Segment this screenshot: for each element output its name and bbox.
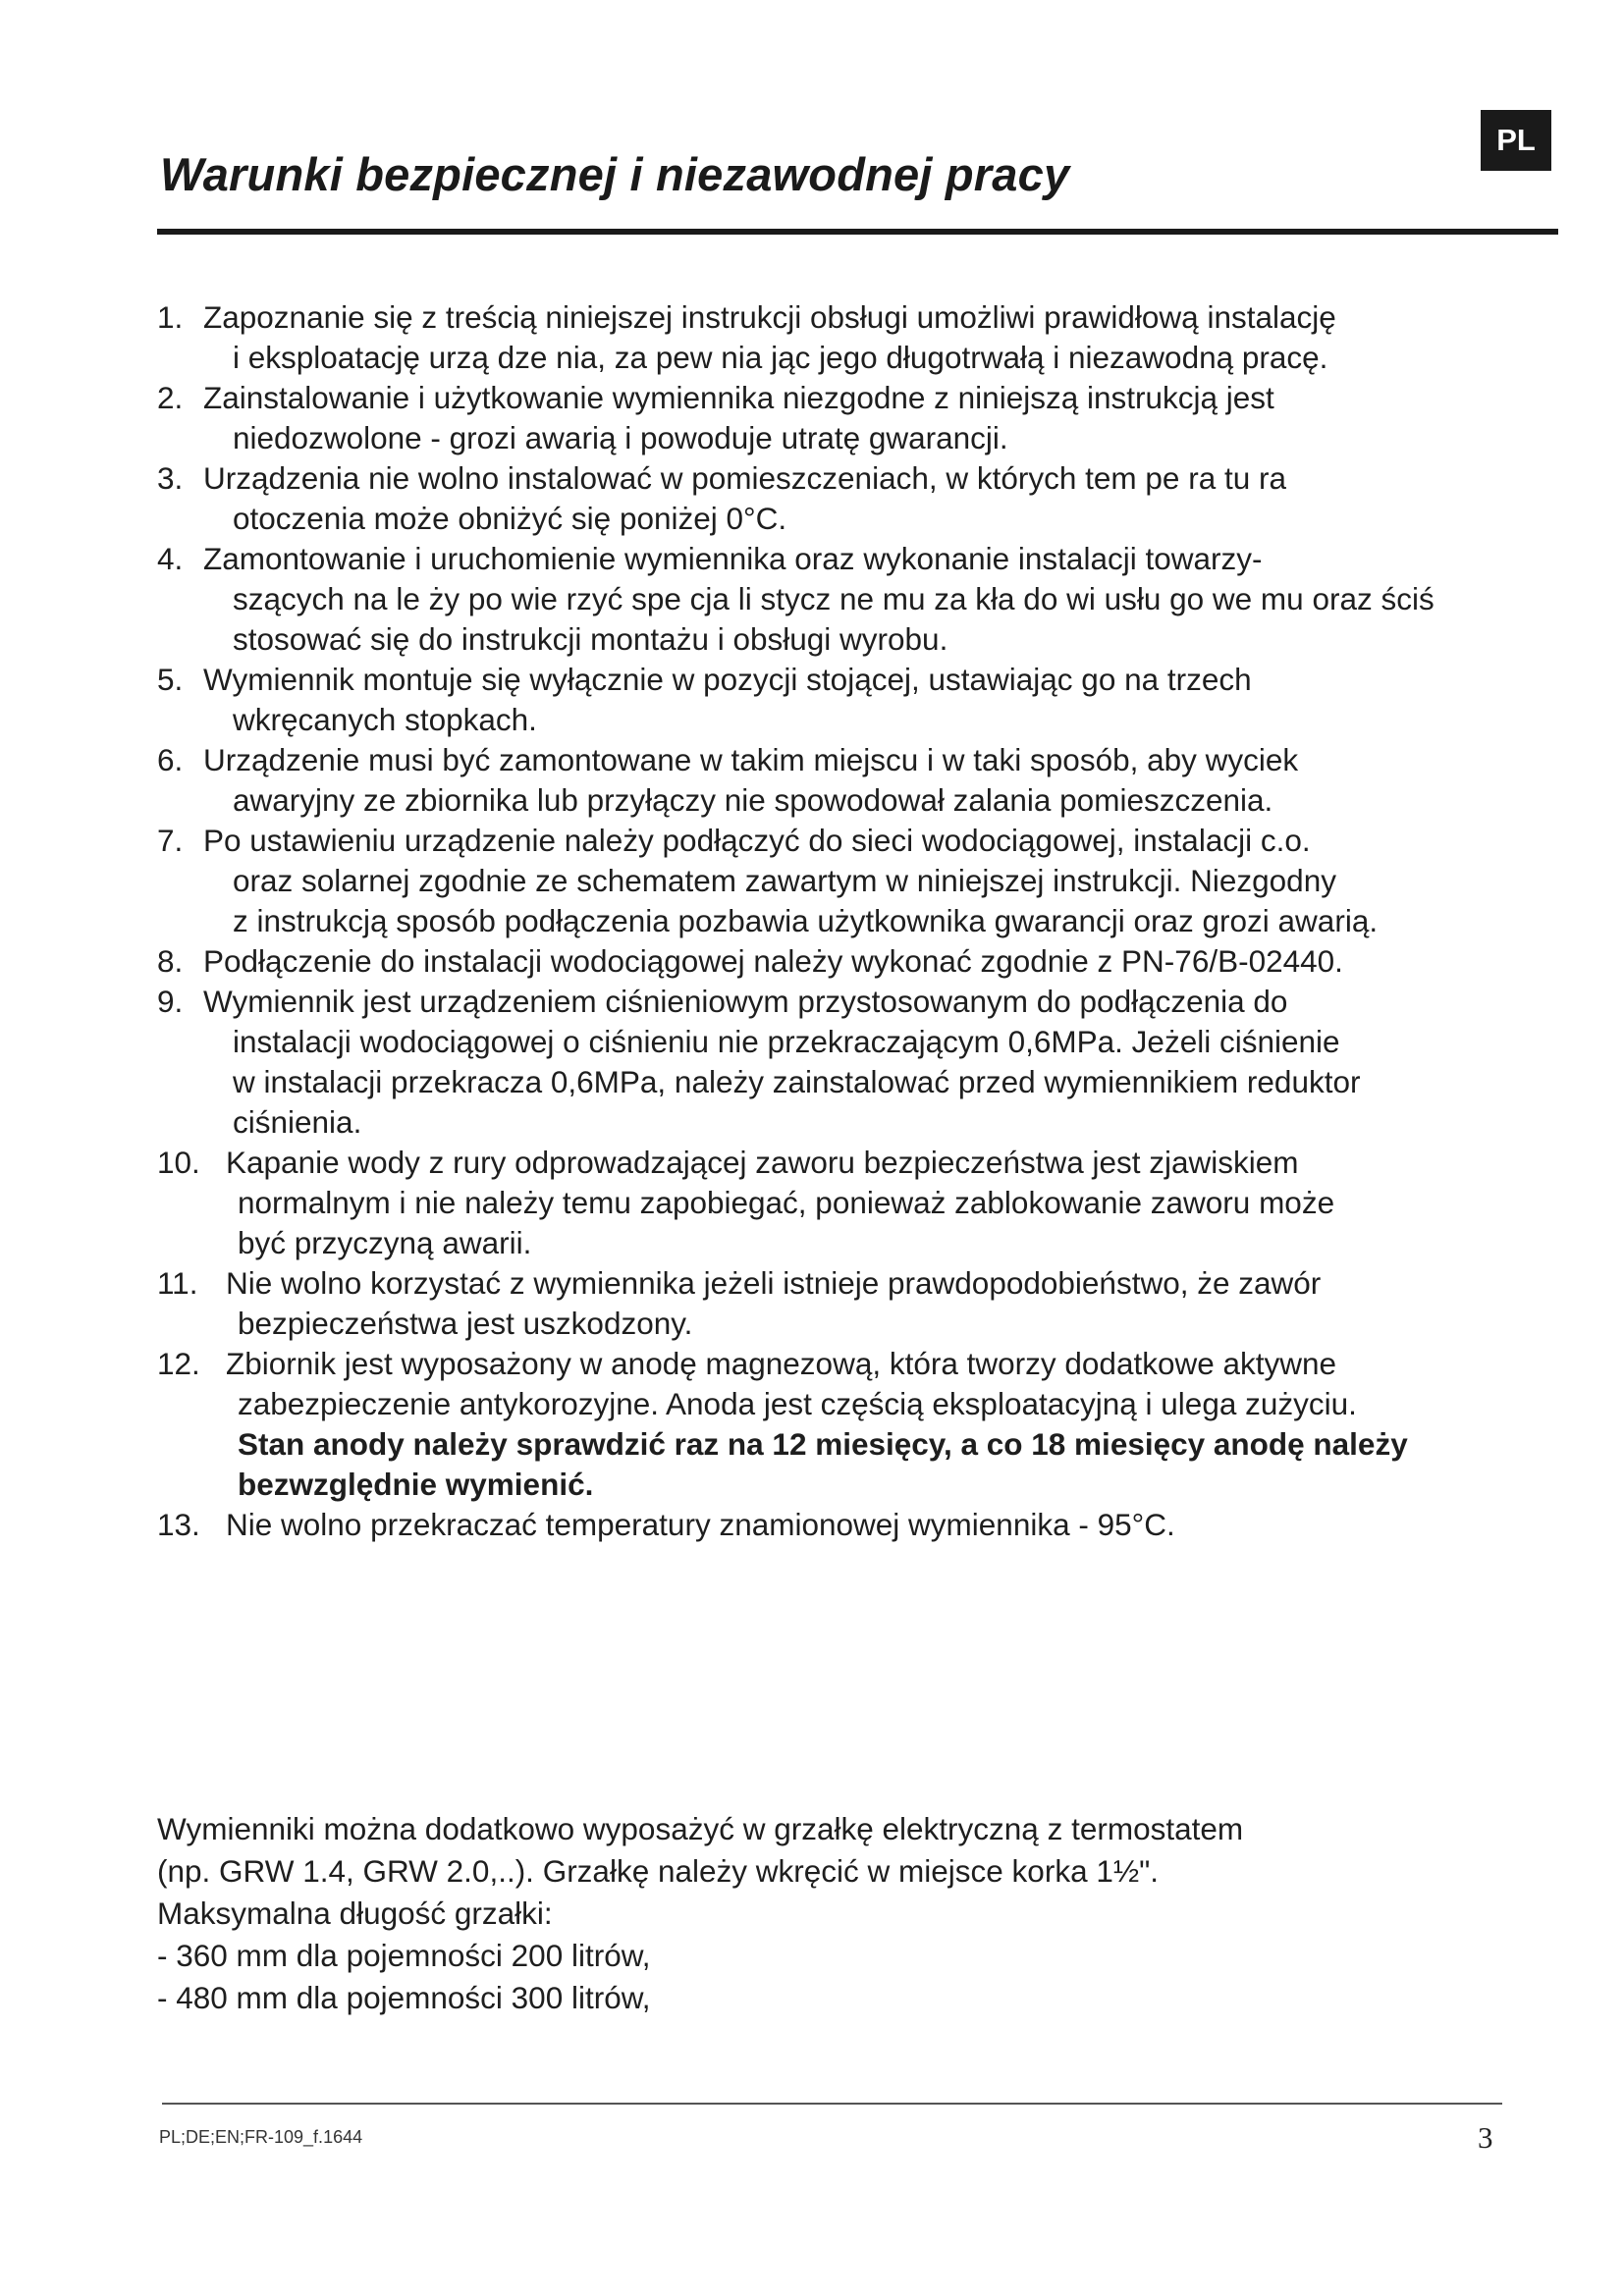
rule-number: 3. (157, 460, 184, 496)
rule-item (157, 821, 1600, 941)
rule-text-line: Urządzenie musi być zamontowane w takim miejscu i w taki sposób, aby wyciek (203, 742, 1299, 777)
rule-text-line: Podłączenie do instalacji wodociągowej należy wykonać zgodnie z PN-76/B-02440. (203, 943, 1343, 979)
rule-text-line: Zainstalowanie i użytkowanie wymiennika niezgodne z niniejszą instrukcją jest (203, 380, 1274, 415)
rule-number: 13. (157, 1507, 200, 1542)
rule-text-line: z instrukcją sposób podłączenia pozbawia użytkownika gwarancji oraz grozi awarią. (233, 903, 1379, 938)
rule-item (157, 378, 1600, 458)
rule-text-line: szących na le ży po wie rzyć spe cja li stycz ne mu za kła do wi usłu go we mu oraz ściś (233, 581, 1435, 616)
rule-text-line: niedozwolone - grozi awarią i powoduje utratę gwarancji. (233, 420, 1008, 455)
rule-item (157, 982, 1600, 1143)
rule-number: 5. (157, 662, 184, 697)
rule-text-line: Wymiennik montuje się wyłącznie w pozycji stojącej, ustawiając go na trzech (203, 662, 1252, 697)
rule-text-line: Zbiornik jest wyposażony w anodę magnezową, która tworzy dodatkowe aktywne (226, 1346, 1337, 1381)
rule-item (157, 660, 1600, 740)
heater-info-line: Wymienniki można dodatkowo wyposażyć w grzałkę elektryczną z termostatem (157, 1811, 1244, 1846)
rule-text-line: Nie wolno korzystać z wymiennika jeżeli istnieje prawdopodobieństwo, że zawór (226, 1265, 1322, 1301)
rule-emphasis-line: Stan anody należy sprawdzić raz na 12 miesięcy, a co 18 miesięcy anodę należy (238, 1426, 1408, 1462)
rule-number: 4. (157, 541, 184, 576)
rule-text-line: awaryjny ze zbiornika lub przyłączy nie spowodował zalania pomieszczenia. (233, 782, 1273, 818)
rule-item (157, 539, 1600, 660)
rule-item (157, 740, 1600, 821)
rule-number: 7. (157, 823, 184, 858)
rule-text-line: oraz solarnej zgodnie ze schematem zawartym w niniejszej instrukcji. Niezgodny (233, 863, 1336, 898)
rule-number: 12. (157, 1346, 200, 1381)
rule-number: 9. (157, 984, 184, 1019)
rule-number: 2. (157, 380, 184, 415)
title-divider (157, 229, 1558, 235)
rule-text-line: Po ustawieniu urządzenie należy podłączyć do sieci wodociągowej, instalacji c.o. (203, 823, 1311, 858)
rule-item (157, 1263, 1600, 1344)
heater-info-line: Maksymalna długość grzałki: (157, 1896, 553, 1931)
rule-item (157, 1344, 1600, 1505)
rule-text-line: Wymiennik jest urządzeniem ciśnieniowym przystosowanym do podłączenia do (203, 984, 1288, 1019)
rule-item (157, 458, 1600, 539)
safety-rules-list (157, 297, 1600, 1545)
rule-number: 11. (157, 1265, 198, 1301)
document-code: PL;DE;EN;FR-109_f.1644 (159, 2127, 363, 2147)
rule-text-line: Zamontowanie i uruchomienie wymiennika oraz wykonanie instalacji towarzy- (203, 541, 1263, 576)
rule-text-line: normalnym i nie należy temu zapobiegać, ponieważ zablokowanie zaworu może (238, 1185, 1335, 1220)
rule-text-line: być przyczyną awarii. (238, 1225, 532, 1260)
rule-text-line: w instalacji przekracza 0,6MPa, należy zainstalować przed wymiennikiem reduktor (233, 1064, 1361, 1099)
heater-info-line: - 480 mm dla pojemności 300 litrów, (157, 1980, 651, 2015)
rule-text-line: i eksploatację urzą dze nia, za pew nia jąc jego długotrwałą i niezawodną pracę. (233, 340, 1328, 375)
rule-item (157, 297, 1600, 378)
rule-text-line: Nie wolno przekraczać temperatury znamionowej wymiennika - 95°C. (226, 1507, 1175, 1542)
language-badge: PL (1481, 110, 1551, 171)
rule-text-line: stosować się do instrukcji montażu i obsługi wyrobu. (233, 621, 948, 657)
rule-emphasis-line: bezwzględnie wymienić. (238, 1467, 594, 1502)
rule-text-line: instalacji wodociągowej o ciśnieniu nie przekraczającym 0,6MPa. Jeżeli ciśnienie (233, 1024, 1340, 1059)
rule-item (157, 941, 1600, 982)
rule-number: 6. (157, 742, 184, 777)
rule-item (157, 1505, 1600, 1545)
rule-text-line: Urządzenia nie wolno instalować w pomieszczeniach, w których tem pe ra tu ra (203, 460, 1286, 496)
page-title: Warunki bezpiecznej i niezawodnej pracy (160, 148, 1070, 200)
rule-text-line: Kapanie wody z rury odprowadzającej zaworu bezpieczeństwa jest zjawiskiem (226, 1145, 1299, 1180)
rule-text-line: wkręcanych stopkach. (233, 702, 537, 737)
footer-divider (162, 2103, 1502, 2105)
rule-text-line: bezpieczeństwa jest uszkodzony. (238, 1306, 693, 1341)
rule-text-line: otoczenia może obniżyć się poniżej 0°C. (233, 501, 787, 536)
rule-text-line: zabezpieczenie antykorozyjne. Anoda jest częścią eksploatacyjną i ulega zużyciu. (238, 1386, 1357, 1421)
rule-text-line: Zapoznanie się z treścią niniejszej instrukcji obsługi umożliwi prawidłową instalację (203, 299, 1336, 335)
rule-number: 10. (157, 1145, 200, 1180)
page-number: 3 (1478, 2120, 1493, 2155)
rule-number: 1. (157, 299, 184, 335)
heater-info-line: - 360 mm dla pojemności 200 litrów, (157, 1938, 651, 1973)
rule-item (157, 1143, 1600, 1263)
rule-number: 8. (157, 943, 184, 979)
heater-info-section (157, 1808, 1561, 2019)
rule-text-line: ciśnienia. (233, 1104, 362, 1140)
heater-info-line: (np. GRW 1.4, GRW 2.0,..). Grzałkę należy wkręcić w miejsce korka 1½". (157, 1853, 1160, 1889)
